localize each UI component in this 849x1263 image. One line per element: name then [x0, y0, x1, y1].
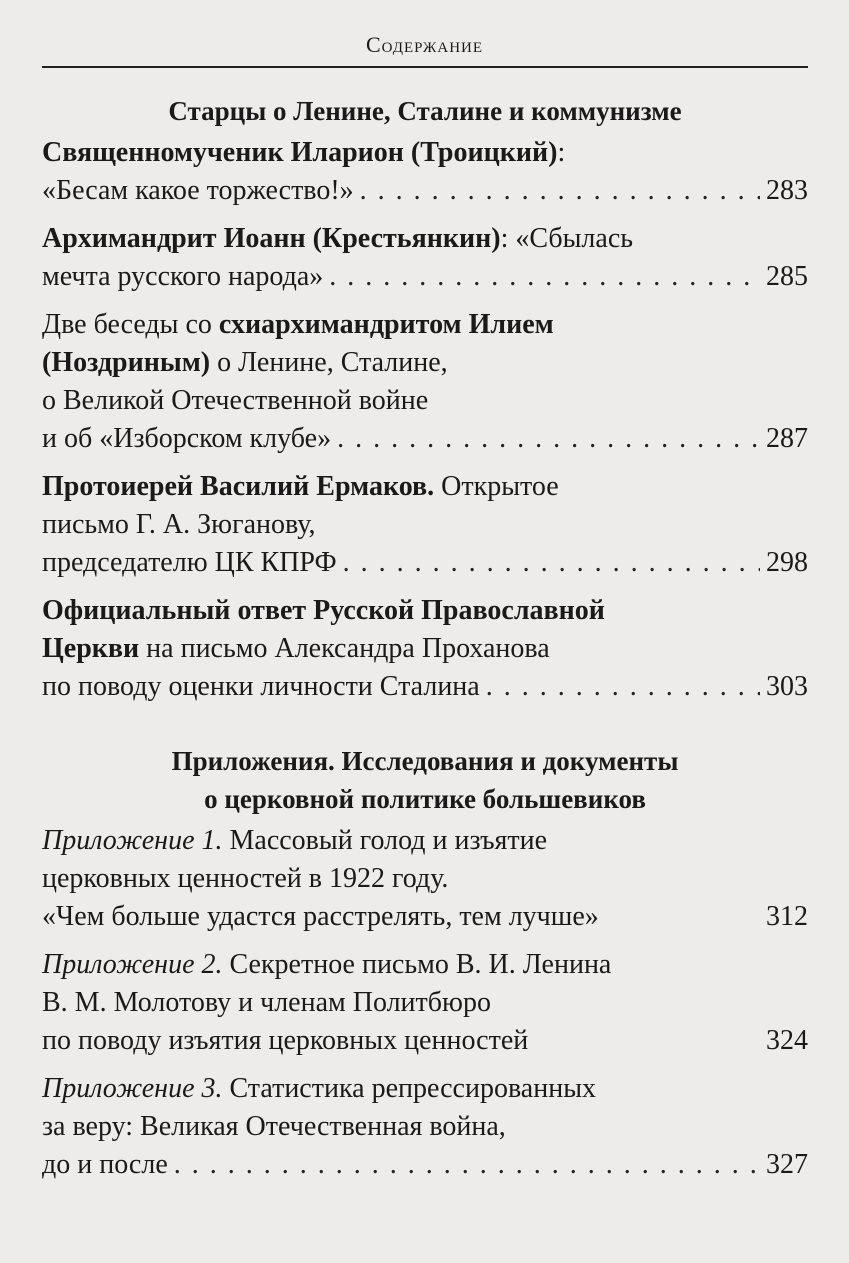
text-run: и об «Изборском клубе»	[42, 423, 332, 454]
page-number: 283	[766, 175, 808, 206]
dot-leader	[174, 1146, 760, 1184]
page-number: 312	[766, 901, 808, 932]
text-run: :	[557, 137, 566, 168]
bold-text: схиархимандритом Илием	[218, 309, 554, 340]
bold-text: Официальный ответ Русской Православной	[42, 595, 605, 626]
text-run: до и после	[42, 1149, 168, 1180]
italic-text: Приложение 1.	[42, 825, 223, 856]
toc-entry-line	[42, 822, 808, 860]
dot-leader	[486, 668, 760, 706]
bold-text: Протоиерей Василий Ермаков.	[42, 471, 435, 502]
toc-entry-line	[42, 1108, 808, 1146]
toc-entry-line	[42, 344, 808, 382]
toc-entry[interactable]	[42, 1070, 808, 1184]
text-run: «Чем больше удастся расстрелять, тем лучше»	[42, 901, 599, 932]
toc-entry[interactable]	[42, 134, 808, 210]
toc-entry[interactable]	[42, 468, 808, 582]
toc-entry-line	[42, 382, 808, 420]
text-run: письмо Г. А. Зюганову,	[42, 509, 316, 540]
section-entries	[42, 134, 808, 706]
text-run: о Великой Отечественной войне	[42, 385, 429, 416]
toc-entry-line	[42, 506, 808, 544]
page-number: 324	[766, 1025, 808, 1056]
toc-entry-line	[42, 630, 808, 668]
text-run: по поводу изъятия церковных ценностей	[42, 1025, 529, 1056]
dot-leader	[329, 258, 760, 296]
dot-leader	[360, 172, 760, 210]
page-number: 303	[766, 671, 808, 702]
text-run: : «Сбылась	[500, 223, 634, 254]
text-run: Открытое	[434, 471, 559, 502]
header-rule	[42, 66, 808, 68]
toc-entry[interactable]	[42, 946, 808, 1060]
text-run: о Ленине, Сталине,	[210, 347, 448, 378]
toc-entry-last-line	[42, 668, 808, 706]
toc-entry-text	[42, 544, 337, 582]
dot-leader	[343, 544, 760, 582]
toc-entry-last-line	[42, 898, 808, 936]
text-run: Массовый голод и изъятие	[222, 825, 548, 856]
toc-entry-text	[42, 258, 323, 296]
toc-entry-text	[42, 1022, 528, 1060]
toc-entry-last-line	[42, 420, 808, 458]
toc-entry-text	[42, 1146, 168, 1184]
section-title: Старцы о Ленине, Сталине и коммунизме	[168, 96, 682, 126]
page-number: 327	[766, 1149, 808, 1180]
appendix-title-line: о церковной политике большевиков	[204, 784, 646, 814]
toc-entry-line	[42, 468, 808, 506]
text-run: Секретное письмо В. И. Ленина	[222, 949, 612, 980]
toc-entry-last-line	[42, 258, 808, 296]
text-run: по поводу оценки личности Сталина	[42, 671, 480, 702]
page-number: 298	[766, 547, 808, 578]
toc-entry[interactable]	[42, 592, 808, 706]
text-run: В. М. Молотову и членам Политбюро	[42, 987, 491, 1018]
text-run: председателю ЦК КПРФ	[42, 547, 337, 578]
appendix-title-line: Приложения. Исследования и документы	[171, 746, 679, 776]
running-head: Содержание	[365, 32, 484, 57]
toc-entry[interactable]	[42, 220, 808, 296]
page-number: 285	[766, 261, 808, 292]
bold-text: (Ноздриным)	[42, 347, 211, 378]
toc-entry-line	[42, 1070, 808, 1108]
toc-entry-line	[42, 592, 808, 630]
dot-leader	[337, 420, 760, 458]
text-run: Две беседы со	[42, 309, 219, 340]
bold-text: Церкви	[42, 633, 140, 664]
text-run: церковных ценностей в 1922 году.	[42, 863, 449, 894]
toc-entry-line	[42, 860, 808, 898]
toc-entry-text	[42, 668, 480, 706]
table-of-contents	[42, 92, 808, 1194]
appendix-section-title	[42, 742, 808, 818]
appendix-entries	[42, 822, 808, 1184]
italic-text: Приложение 3.	[42, 1073, 223, 1104]
toc-entry-line	[42, 946, 808, 984]
toc-entry-last-line	[42, 1022, 808, 1060]
text-run: Статистика репрессированных	[222, 1073, 597, 1104]
text-run: «Бесам какое торжество!»	[42, 175, 354, 206]
toc-entry-last-line	[42, 544, 808, 582]
bold-text: Священномученик Иларион (Троицкий)	[42, 137, 558, 168]
toc-entry[interactable]	[42, 822, 808, 936]
page-number: 287	[766, 423, 808, 454]
toc-entry-line	[42, 134, 808, 172]
text-run: за веру: Великая Отечественная война,	[42, 1111, 506, 1142]
text-run: мечта русского народа»	[42, 261, 324, 292]
toc-entry-text	[42, 898, 599, 936]
toc-entry-line	[42, 984, 808, 1022]
section-spacer	[42, 716, 808, 742]
toc-entry-text	[42, 172, 354, 210]
text-run: на письмо Александра Проханова	[139, 633, 550, 664]
toc-entry-line	[42, 306, 808, 344]
toc-entry-text	[42, 420, 331, 458]
toc-entry-last-line	[42, 172, 808, 210]
toc-entry[interactable]	[42, 306, 808, 458]
toc-entry-line	[42, 220, 808, 258]
toc-entry-last-line	[42, 1146, 808, 1184]
bold-text: Архимандрит Иоанн (Крестьянкин)	[42, 223, 501, 254]
italic-text: Приложение 2.	[42, 949, 223, 980]
